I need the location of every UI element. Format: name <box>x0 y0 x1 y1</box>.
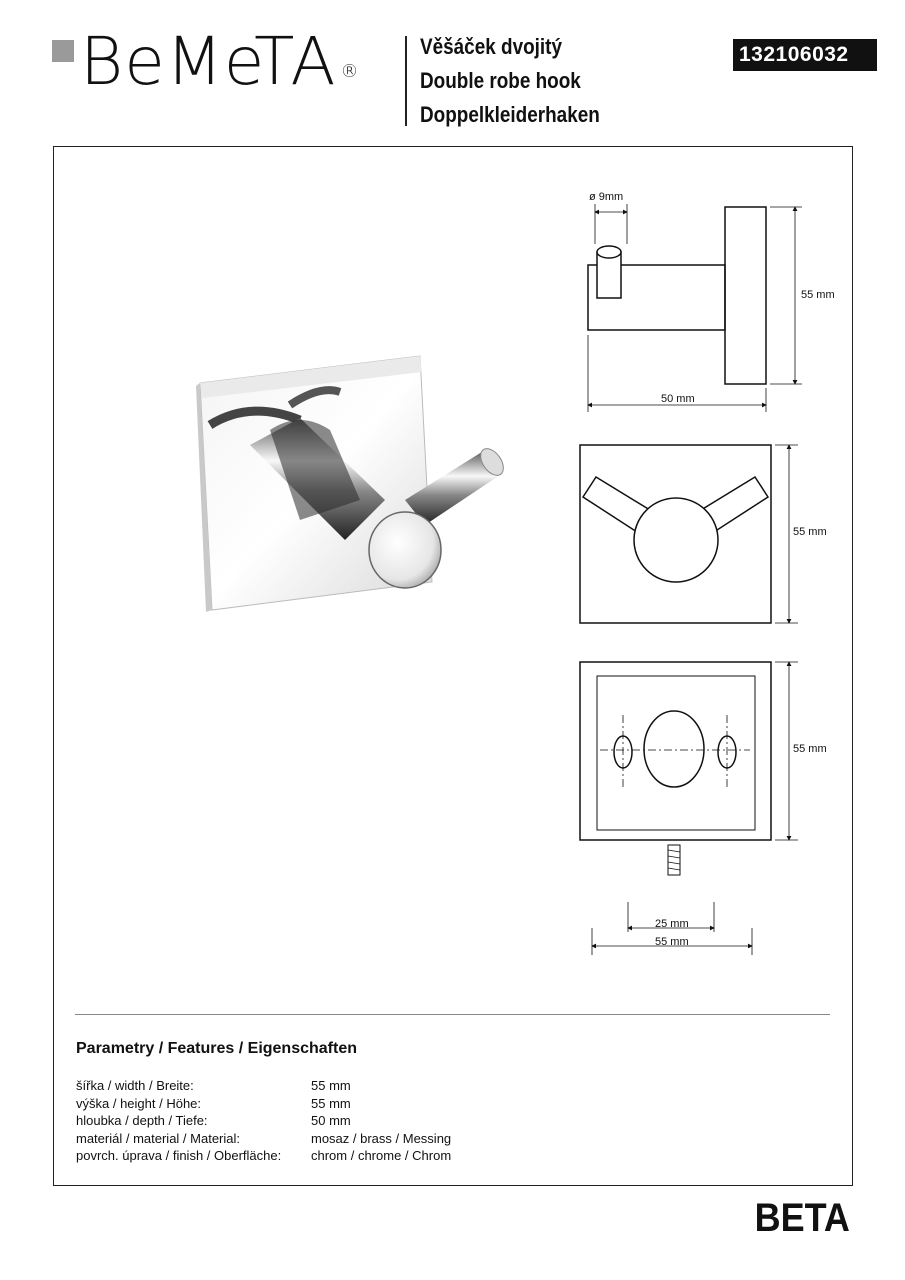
feature-row <box>76 1130 451 1148</box>
feature-value: mosaz / brass / Messing <box>311 1130 452 1146</box>
dim-depth: 50 mm <box>661 393 695 405</box>
registered-mark: ® <box>340 61 360 82</box>
feature-row <box>76 1112 451 1130</box>
dim-back-height: 55 mm <box>793 743 827 755</box>
feature-label: materiál / material / Material: <box>76 1130 240 1146</box>
series-name: BETA <box>754 1196 850 1240</box>
dim-back-width: 55 mm <box>655 936 689 948</box>
features-table <box>76 1077 451 1165</box>
brand-name: BeMeTA <box>80 23 337 100</box>
product-photo <box>196 356 508 612</box>
title-de: Doppelkleiderhaken <box>420 102 600 127</box>
features-divider <box>75 1014 830 1015</box>
feature-row <box>76 1147 451 1165</box>
feature-value: 50 mm <box>311 1113 351 1128</box>
feature-value: 55 mm <box>311 1095 351 1111</box>
front-view-drawing <box>580 445 798 623</box>
title-en: Double robe hook <box>420 68 581 93</box>
feature-label: povrch. úprava / finish / Oberfläche: <box>76 1148 282 1163</box>
feature-label: výška / height / Höhe: <box>76 1095 202 1111</box>
dim-diameter: ø 9mm <box>589 191 624 203</box>
dim-front-height: 55 mm <box>793 526 827 538</box>
feature-label: hloubka / depth / Tiefe: <box>76 1113 208 1128</box>
features-title: Parametry / Features / Eigenschaften <box>76 1040 357 1057</box>
feature-value: 55 mm <box>311 1078 351 1093</box>
side-view-drawing <box>588 204 802 412</box>
dim-hole-spacing: 25 mm <box>655 918 689 930</box>
dim-side-height: 55 mm <box>801 289 835 301</box>
feature-row <box>76 1095 451 1113</box>
feature-label: šířka / width / Breite: <box>76 1078 194 1093</box>
product-code-badge: 132106032 <box>733 39 877 71</box>
back-view-drawing <box>580 662 798 955</box>
feature-row <box>76 1077 451 1095</box>
feature-value: chrom / chrome / Chrom <box>311 1148 452 1163</box>
title-cz: Věšáček dvojitý <box>420 34 562 59</box>
